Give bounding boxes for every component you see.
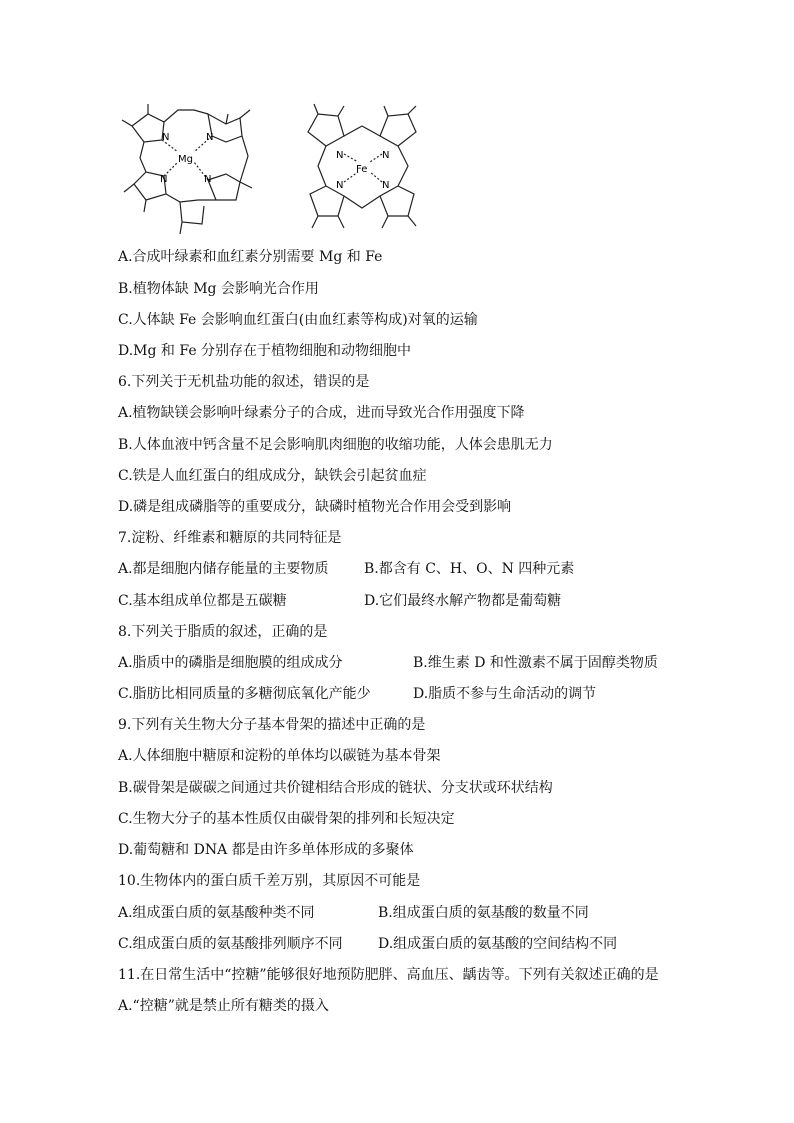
q7-stem: 7.淀粉、纤维素和糖原的共同特征是 <box>118 530 342 546</box>
q7-option-b: B.都含有 C、H、O、N 四种元素 <box>364 561 575 577</box>
q9-option-b: B.碳骨架是碳碳之间通过共价键相结合形成的链状、分支状或环状结构 <box>118 780 553 796</box>
q8-option-d: D.脂质不参与生命活动的调节 <box>413 686 597 702</box>
q10-stem: 10.生物体内的蛋白质千差万别，其原因不可能是 <box>118 873 421 889</box>
q7-option-a: A.都是细胞内储存能量的主要物质 <box>118 561 329 577</box>
n-atom-label: N <box>336 150 344 161</box>
n-atom-label: N <box>336 180 344 191</box>
n-atom-label: N <box>160 174 168 185</box>
mg-atom-label: Mg <box>178 154 193 165</box>
q9-stem: 9.下列有关生物大分子基本骨架的描述中正确的是 <box>118 717 426 733</box>
q5-option-b: B.植物体缺 Mg 会影响光合作用 <box>118 281 319 297</box>
fe-atom-label: Fe <box>356 164 368 175</box>
q6-stem: 6.下列关于无机盐功能的叙述，错误的是 <box>118 374 370 390</box>
porphyrin-structures-figure <box>118 96 430 242</box>
q6-option-b: B.人体血液中钙含量不足会影响肌肉细胞的收缩功能，人体会患肌无力 <box>118 437 553 453</box>
n-atom-label: N <box>206 132 214 143</box>
q8-option-c: C.脂肪比相同质量的多糖彻底氧化产能少 <box>118 686 371 702</box>
chlorophyll-core <box>122 104 252 234</box>
q5-option-d: D.Mg 和 Fe 分别存在于植物细胞和动物细胞中 <box>118 343 412 359</box>
q5-option-a: A.合成叶绿素和血红素分别需要 Mg 和 Fe <box>118 249 383 265</box>
q6-option-a: A.植物缺镁会影响叶绿素分子的合成，进而导致光合作用强度下降 <box>118 405 525 421</box>
q9-option-c: C.生物大分子的基本性质仅由碳骨架的排列和长短决定 <box>118 811 455 827</box>
q10-option-d: D.组成蛋白质的氨基酸的空间结构不同 <box>378 936 618 952</box>
q10-option-a: A.组成蛋白质的氨基酸种类不同 <box>118 905 315 921</box>
q7-option-c: C.基本组成单位都是五碳糖 <box>118 593 287 609</box>
q8-option-b: B.维生素 D 和性激素不属于固醇类物质 <box>413 655 658 671</box>
n-atom-label: N <box>382 180 390 191</box>
q7-option-d: D.它们最终水解产物都是葡萄糖 <box>364 593 562 609</box>
q10-option-b: B.组成蛋白质的氨基酸的数量不同 <box>378 905 589 921</box>
q9-option-d: D.葡萄糖和 DNA 都是由许多单体形成的多聚体 <box>118 842 414 858</box>
q11-option-a: A.“控糖”就是禁止所有糖类的摄入 <box>118 998 329 1014</box>
q9-option-a: A.人体细胞中糖原和淀粉的单体均以碳链为基本骨架 <box>118 748 441 764</box>
q11-stem: 11.在日常生活中“控糖”能够很好地预防肥胖、高血压、龋齿等。下列有关叙述正确的是 <box>118 967 659 983</box>
q5-option-c: C.人体缺 Fe 会影响血红蛋白(由血红素等构成)对氧的运输 <box>118 312 478 328</box>
q6-option-c: C.铁是人血红蛋白的组成成分，缺铁会引起贫血症 <box>118 468 427 484</box>
q8-stem: 8.下列关于脂质的叙述，正确的是 <box>118 624 328 640</box>
q8-option-a: A.脂质中的磷脂是细胞膜的组成成分 <box>118 655 343 671</box>
q10-option-c: C.组成蛋白质的氨基酸排列顺序不同 <box>118 936 343 952</box>
chlorophyll-heme-diagram <box>118 96 430 242</box>
q6-option-d: D.磷是组成磷脂等的重要成分，缺磷时植物光合作用会受到影响 <box>118 499 512 515</box>
n-atom-label: N <box>204 174 212 185</box>
n-atom-label: N <box>382 150 390 161</box>
n-atom-label: N <box>162 132 170 143</box>
